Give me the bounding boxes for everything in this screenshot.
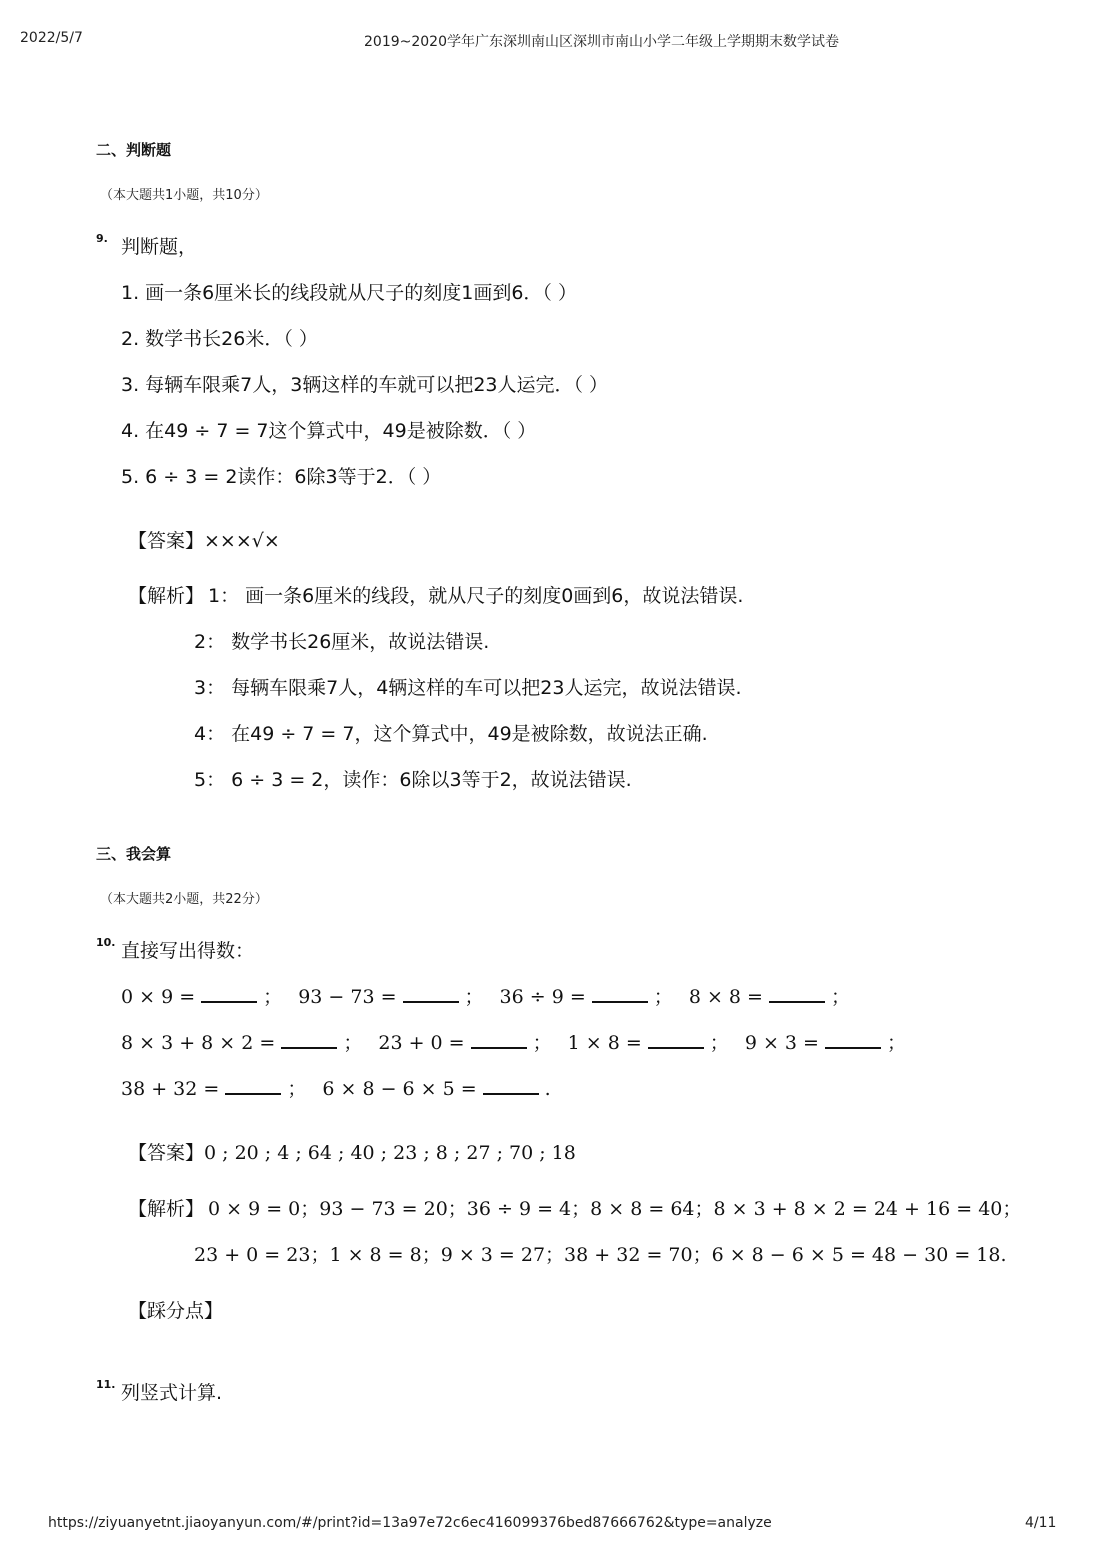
- question-number: 11.: [96, 1378, 116, 1391]
- scoring-points-label: 【踩分点】: [128, 1300, 224, 1322]
- answer-blank[interactable]: [769, 985, 825, 1003]
- analysis-line: 1： 画一条6厘米的线段，就从尺子的刻度0画到6，故说法错误.: [208, 585, 744, 607]
- answer-blank[interactable]: [403, 985, 459, 1003]
- answer-blank[interactable]: [648, 1031, 704, 1049]
- answer-values: 0 ; 20 ; 4 ; 64 ; 40 ; 23 ; 8 ; 27 ; 70 ; 18: [204, 1142, 576, 1164]
- expression: 38 + 32 =: [121, 1078, 220, 1100]
- page-url[interactable]: https://ziyuanyetnt.jiaoyanyun.com/#/print?id=13a97e72c6ec416099376bed87666762&type=analyze: [48, 1515, 772, 1531]
- expression: 8 × 3 + 8 × 2 =: [121, 1032, 276, 1054]
- question-stem: 直接写出得数：: [121, 940, 255, 962]
- section-title-judgement: 二、判断题: [96, 141, 172, 159]
- arith-row: 8 × 3 + 8 × 2 = ； 23 + 0 = ； 1 × 8 = ； 9 × 3 = ；: [121, 1032, 906, 1054]
- answer-blank[interactable]: [201, 985, 257, 1003]
- answer-label: 【答案】: [128, 1142, 205, 1164]
- analysis-line: 5： 6 ÷ 3 = 2，读作：6除以3等于2，故说法错误.: [194, 769, 632, 791]
- section-note: （本大题共2小题，共22分）: [100, 892, 268, 907]
- expression: 8 × 8 =: [688, 986, 763, 1008]
- judgement-item: 4. 在49 ÷ 7 = 7这个算式中，49是被除数．（ ）: [121, 420, 537, 442]
- section-note: （本大题共1小题，共10分）: [100, 188, 268, 203]
- arith-row: 38 + 32 = ； 6 × 8 − 6 × 5 = .: [121, 1078, 551, 1100]
- expression: 9 × 3 =: [744, 1032, 819, 1054]
- answer-blank[interactable]: [471, 1031, 527, 1049]
- analysis-label: 【解析】: [128, 1198, 205, 1220]
- document-title: 2019~2020学年广东深圳南山区深圳市南山小学二年级上学期期末数学试卷: [364, 34, 839, 50]
- judgement-item: 3. 每辆车限乘7人，3辆这样的车就可以把23人运完．（ ）: [121, 374, 609, 396]
- expression: 23 + 0 =: [378, 1032, 465, 1054]
- question-stem: 列竖式计算.: [121, 1382, 223, 1404]
- analysis-line: 0 × 9 = 0；93 − 73 = 20；36 ÷ 9 = 4；8 × 8 = 64；8 × 3 + 8 × 2 = 24 + 16 = 40；: [208, 1198, 1022, 1220]
- judgement-item: 5. 6 ÷ 3 = 2读作：6除3等于2．（ ）: [121, 466, 442, 488]
- question-number: 9.: [96, 232, 108, 245]
- answer-line: [128, 1138, 576, 1165]
- answer-blank[interactable]: [225, 1077, 281, 1095]
- expression: 6 × 8 − 6 × 5 =: [322, 1078, 477, 1100]
- answer-blank[interactable]: [281, 1031, 337, 1049]
- question-stem: 判断题，: [121, 236, 198, 258]
- answer-blank[interactable]: [483, 1077, 539, 1095]
- expression: 1 × 8 =: [567, 1032, 642, 1054]
- answer-blank[interactable]: [825, 1031, 881, 1049]
- expression: 93 − 73 =: [298, 986, 397, 1008]
- analysis-label: 【解析】: [128, 585, 205, 607]
- arith-row: 0 × 9 = ； 93 − 73 = ； 36 ÷ 9 = ； 8 × 8 = ；: [121, 986, 850, 1008]
- judgement-item: 1. 画一条6厘米长的线段就从尺子的刻度1画到6．（ ）: [121, 282, 577, 304]
- answer-blank[interactable]: [592, 985, 648, 1003]
- analysis-line: 2： 数学书长26厘米，故说法错误.: [194, 631, 490, 653]
- page-number: 4/11: [1025, 1515, 1057, 1531]
- question-number: 10.: [96, 936, 116, 949]
- analysis-line: 4： 在49 ÷ 7 = 7，这个算式中，49是被除数，故说法正确.: [194, 723, 708, 745]
- section-title-calculate: 三、我会算: [96, 845, 172, 863]
- analysis-line: 23 + 0 = 23；1 × 8 = 8；9 × 3 = 27；38 + 32 = 70；6 × 8 − 6 × 5 = 48 − 30 = 18.: [194, 1244, 1007, 1266]
- expression: 0 × 9 =: [121, 986, 196, 1008]
- answer: 【答案】×××√×: [128, 530, 280, 552]
- expression: 36 ÷ 9 =: [499, 986, 586, 1008]
- print-date: 2022/5/7: [20, 30, 83, 46]
- judgement-item: 2. 数学书长26米．（ ）: [121, 328, 318, 350]
- analysis-line: 3： 每辆车限乘7人，4辆这样的车可以把23人运完，故说法错误.: [194, 677, 742, 699]
